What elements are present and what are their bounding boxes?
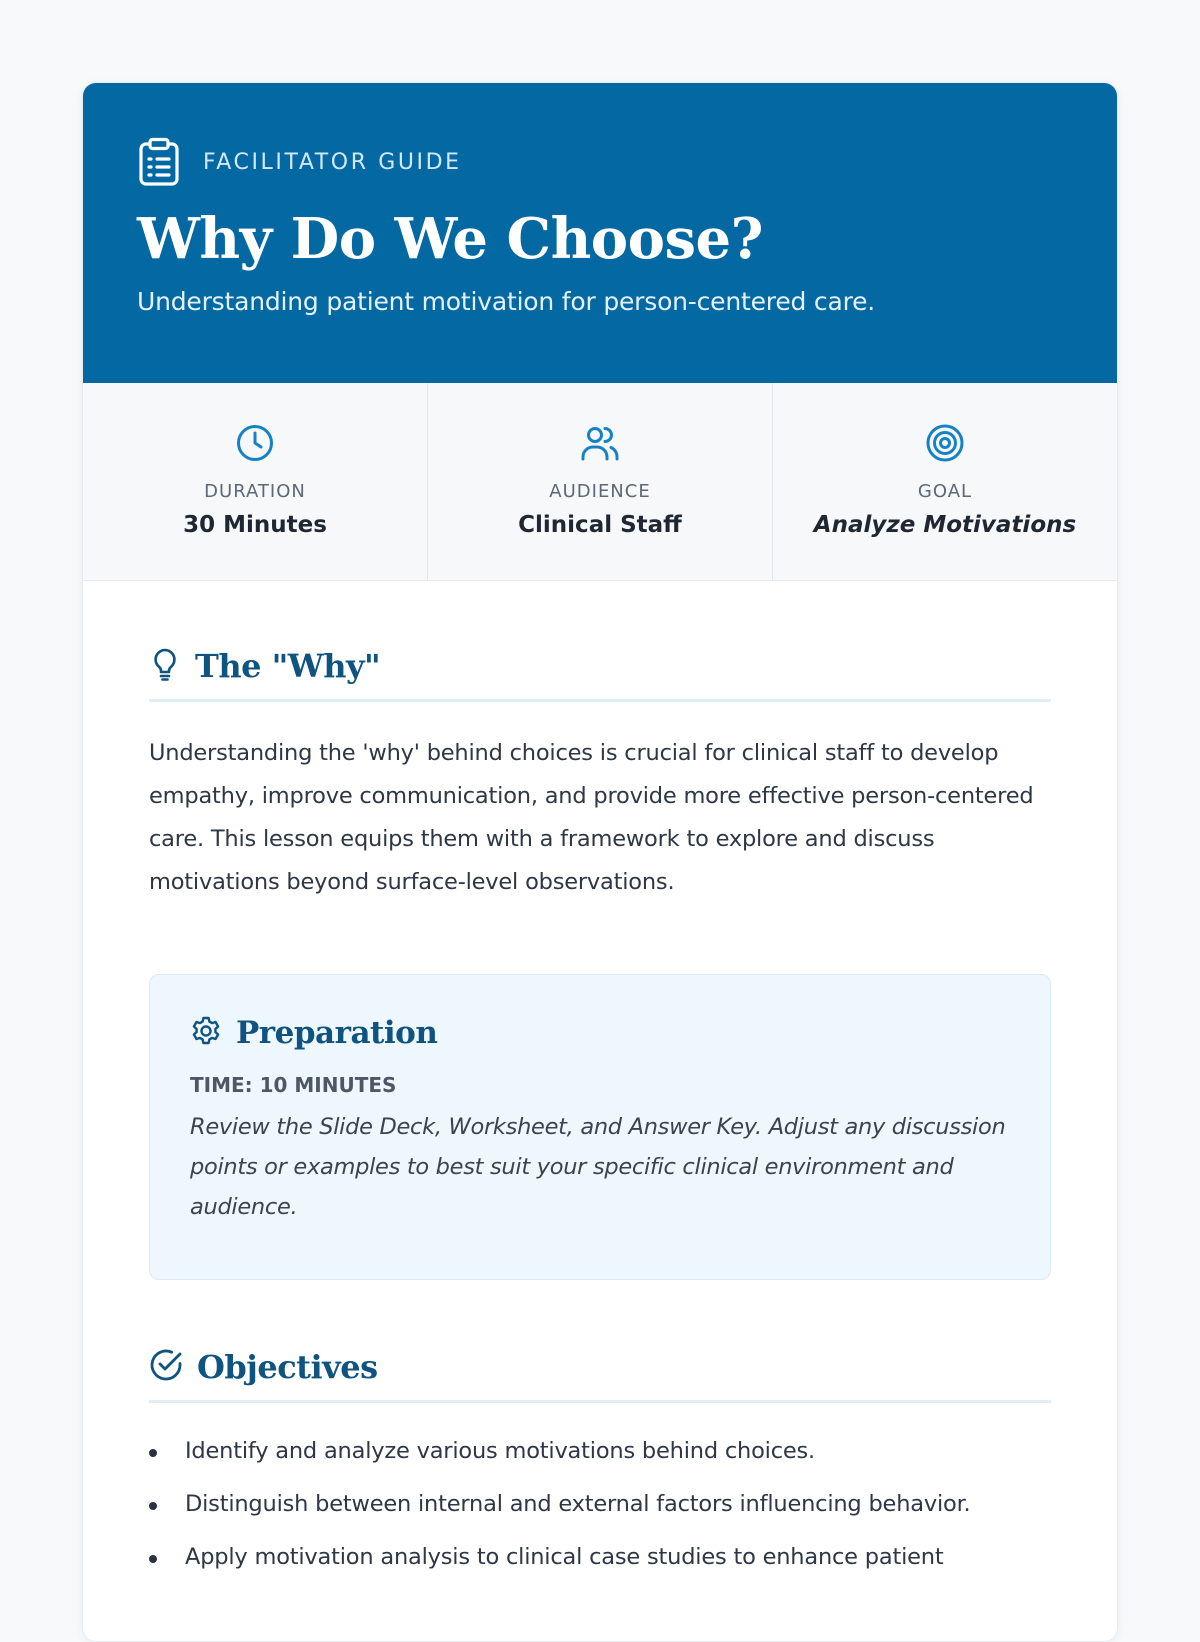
guide-card [82, 82, 1118, 1642]
preparation-heading: Preparation [236, 1015, 438, 1051]
list-item: Identify and analyze various motivations behind choices. [149, 1425, 1051, 1478]
preparation-time: TIME: 10 MINUTES [190, 1073, 397, 1097]
clock-icon [235, 423, 275, 467]
lightbulb-icon [149, 647, 181, 685]
meta-strip [83, 383, 1117, 581]
audience-value: Clinical Staff [518, 512, 682, 538]
page-subtitle: Understanding patient motivation for person-centered care. [137, 287, 876, 316]
eyebrow-label: FACILITATOR GUIDE [203, 149, 462, 175]
why-heading-row [149, 647, 1051, 702]
goal-label: GOAL [917, 481, 973, 502]
header-banner [83, 83, 1117, 383]
clipboard-list-icon [137, 137, 181, 187]
gear-icon [190, 1015, 222, 1051]
objectives-list [149, 1425, 1051, 1584]
list-item: Apply motivation analysis to clinical case studies to enhance patient [149, 1531, 1051, 1584]
goal-value: Analyze Motivations [813, 512, 1077, 538]
preparation-box [149, 974, 1051, 1280]
why-section [149, 647, 1051, 904]
why-body: Understanding the 'why' behind choices is crucial for clinical staff to develop empathy, improve communication, and provide more effective person-centered care. This lesson equips them with a framework to explore and discuss motivations beyond surface-level observations. [149, 740, 1034, 895]
check-circle-icon [149, 1348, 183, 1386]
preparation-body: Review the Slide Deck, Worksheet, and Answer Key. Adjust any discussion points or examples to best suit your specific clinical environment and audience. [190, 1114, 1006, 1220]
eyebrow [137, 137, 1063, 187]
guide-content [83, 581, 1117, 1584]
page-title: Why Do We Choose? [137, 206, 763, 272]
meta-duration [83, 383, 427, 580]
meta-audience [427, 383, 772, 580]
why-heading: The "Why" [195, 647, 381, 685]
list-item: Distinguish between internal and external factors influencing behavior. [149, 1478, 1051, 1531]
objectives-heading: Objectives [197, 1348, 378, 1386]
objectives-heading-row [149, 1348, 1051, 1403]
duration-label: DURATION [204, 481, 306, 502]
objectives-section [149, 1348, 1051, 1584]
preparation-heading-row [190, 1015, 1010, 1051]
target-icon [925, 423, 965, 467]
audience-label: AUDIENCE [549, 481, 651, 502]
meta-goal [772, 383, 1117, 580]
users-icon [580, 423, 620, 467]
duration-value: 30 Minutes [183, 512, 327, 538]
